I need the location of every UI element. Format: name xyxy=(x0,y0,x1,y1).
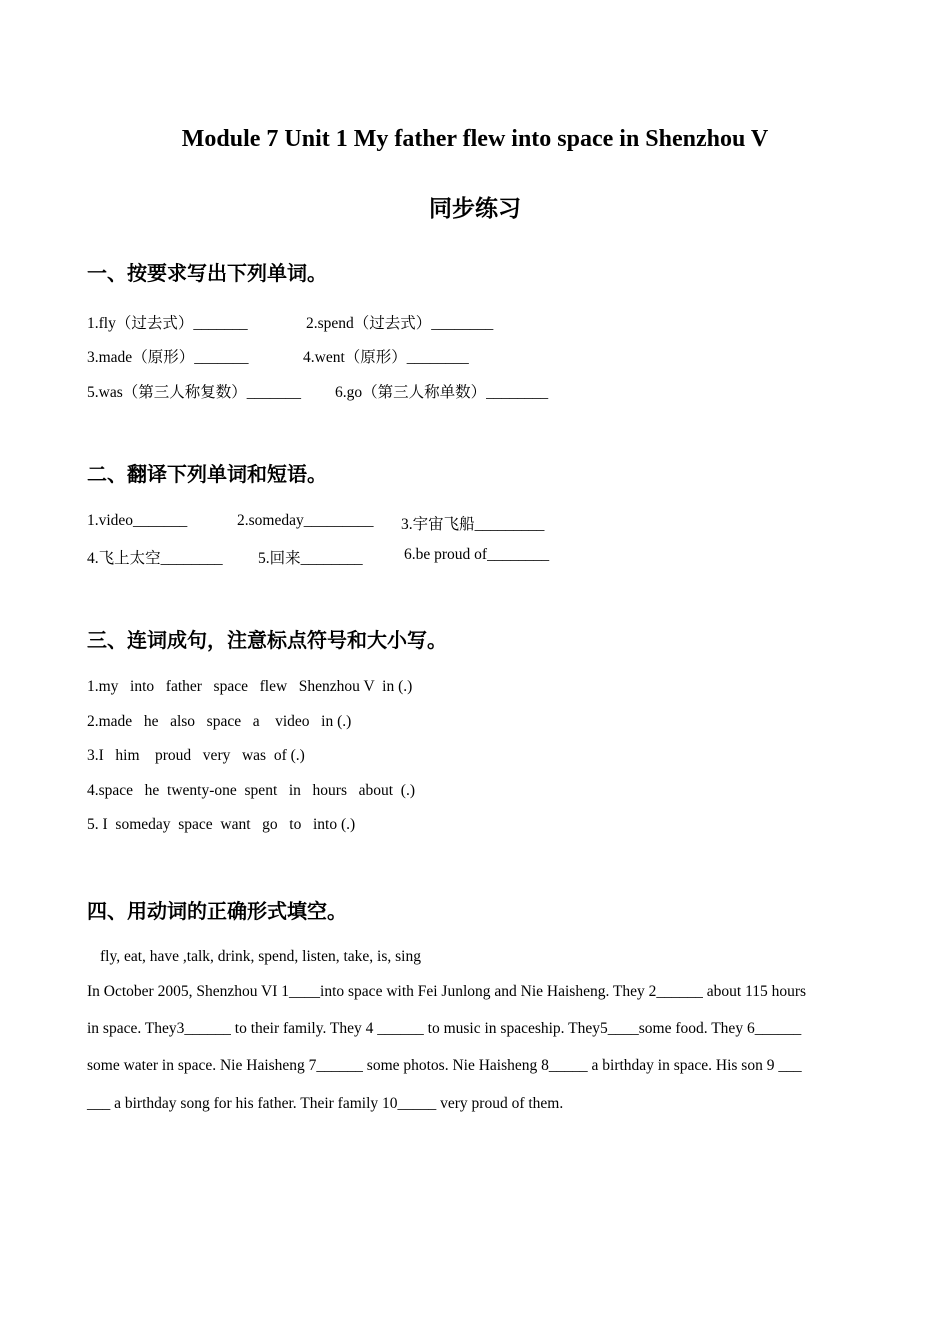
section-2-item: 1.video_______ xyxy=(87,512,188,529)
section-1-item: 2.spend（过去式）________ xyxy=(306,315,494,332)
passage-line: In October 2005, Shenzhou VI 1____into space with Fei Junlong and Nie Haisheng. They 2______ about 115 hours xyxy=(87,983,807,1000)
section-2-item: 2.someday_________ xyxy=(237,512,374,529)
section-3-item: 3.I him proud very was of (.) xyxy=(87,747,305,764)
section-4-heading: 四、用动词的正确形式填空。 xyxy=(87,899,347,923)
section-1-item: 3.made（原形）_______ xyxy=(87,349,249,366)
section-1-item: 6.go（第三人称单数）________ xyxy=(335,384,549,401)
section-1-item: 4.went（原形）________ xyxy=(303,349,469,366)
section-2-heading: 二、翻译下列单词和短语。 xyxy=(87,462,327,486)
section-1-heading: 一、按要求写出下列单词。 xyxy=(87,261,327,285)
passage-line: in space. They3______ to their family. They 4 ______ to music in spaceship. They5____some food. They 6______ xyxy=(87,1020,802,1037)
section-3-item: 1.my into father space flew Shenzhou V in (.) xyxy=(87,678,413,695)
section-3-item: 2.made he also space a video in (.) xyxy=(87,713,352,730)
section-2-item: 3.宇宙飞船_________ xyxy=(401,516,545,533)
section-2-item: 5.回来________ xyxy=(258,550,363,567)
section-3-heading: 三、连词成句，注意标点符号和大小写。 xyxy=(87,628,447,652)
page-subtitle: 同步练习 xyxy=(429,196,521,222)
word-bank: fly, eat, have ,talk, drink, spend, listen, take, is, sing xyxy=(100,948,421,965)
section-1-item: 5.was（第三人称复数）_______ xyxy=(87,384,301,401)
page-title: Module 7 Unit 1 My father flew into space in Shenzhou V xyxy=(181,126,769,152)
passage-line: some water in space. Nie Haisheng 7______ some photos. Nie Haisheng 8_____ a birthday in space. His son 9 ___ xyxy=(87,1057,802,1074)
section-3-item: 5. I someday space want go to into (.) xyxy=(87,816,356,833)
section-2-item: 4.飞上太空________ xyxy=(87,550,223,567)
passage-line: ___ a birthday song for his father. Their family 10_____ very proud of them. xyxy=(87,1095,564,1112)
section-1-item: 1.fly（过去式）_______ xyxy=(87,315,248,332)
section-3-item: 4.space he twenty-one spent in hours about (.) xyxy=(87,782,416,799)
section-2-item: 6.be proud of________ xyxy=(404,546,550,563)
